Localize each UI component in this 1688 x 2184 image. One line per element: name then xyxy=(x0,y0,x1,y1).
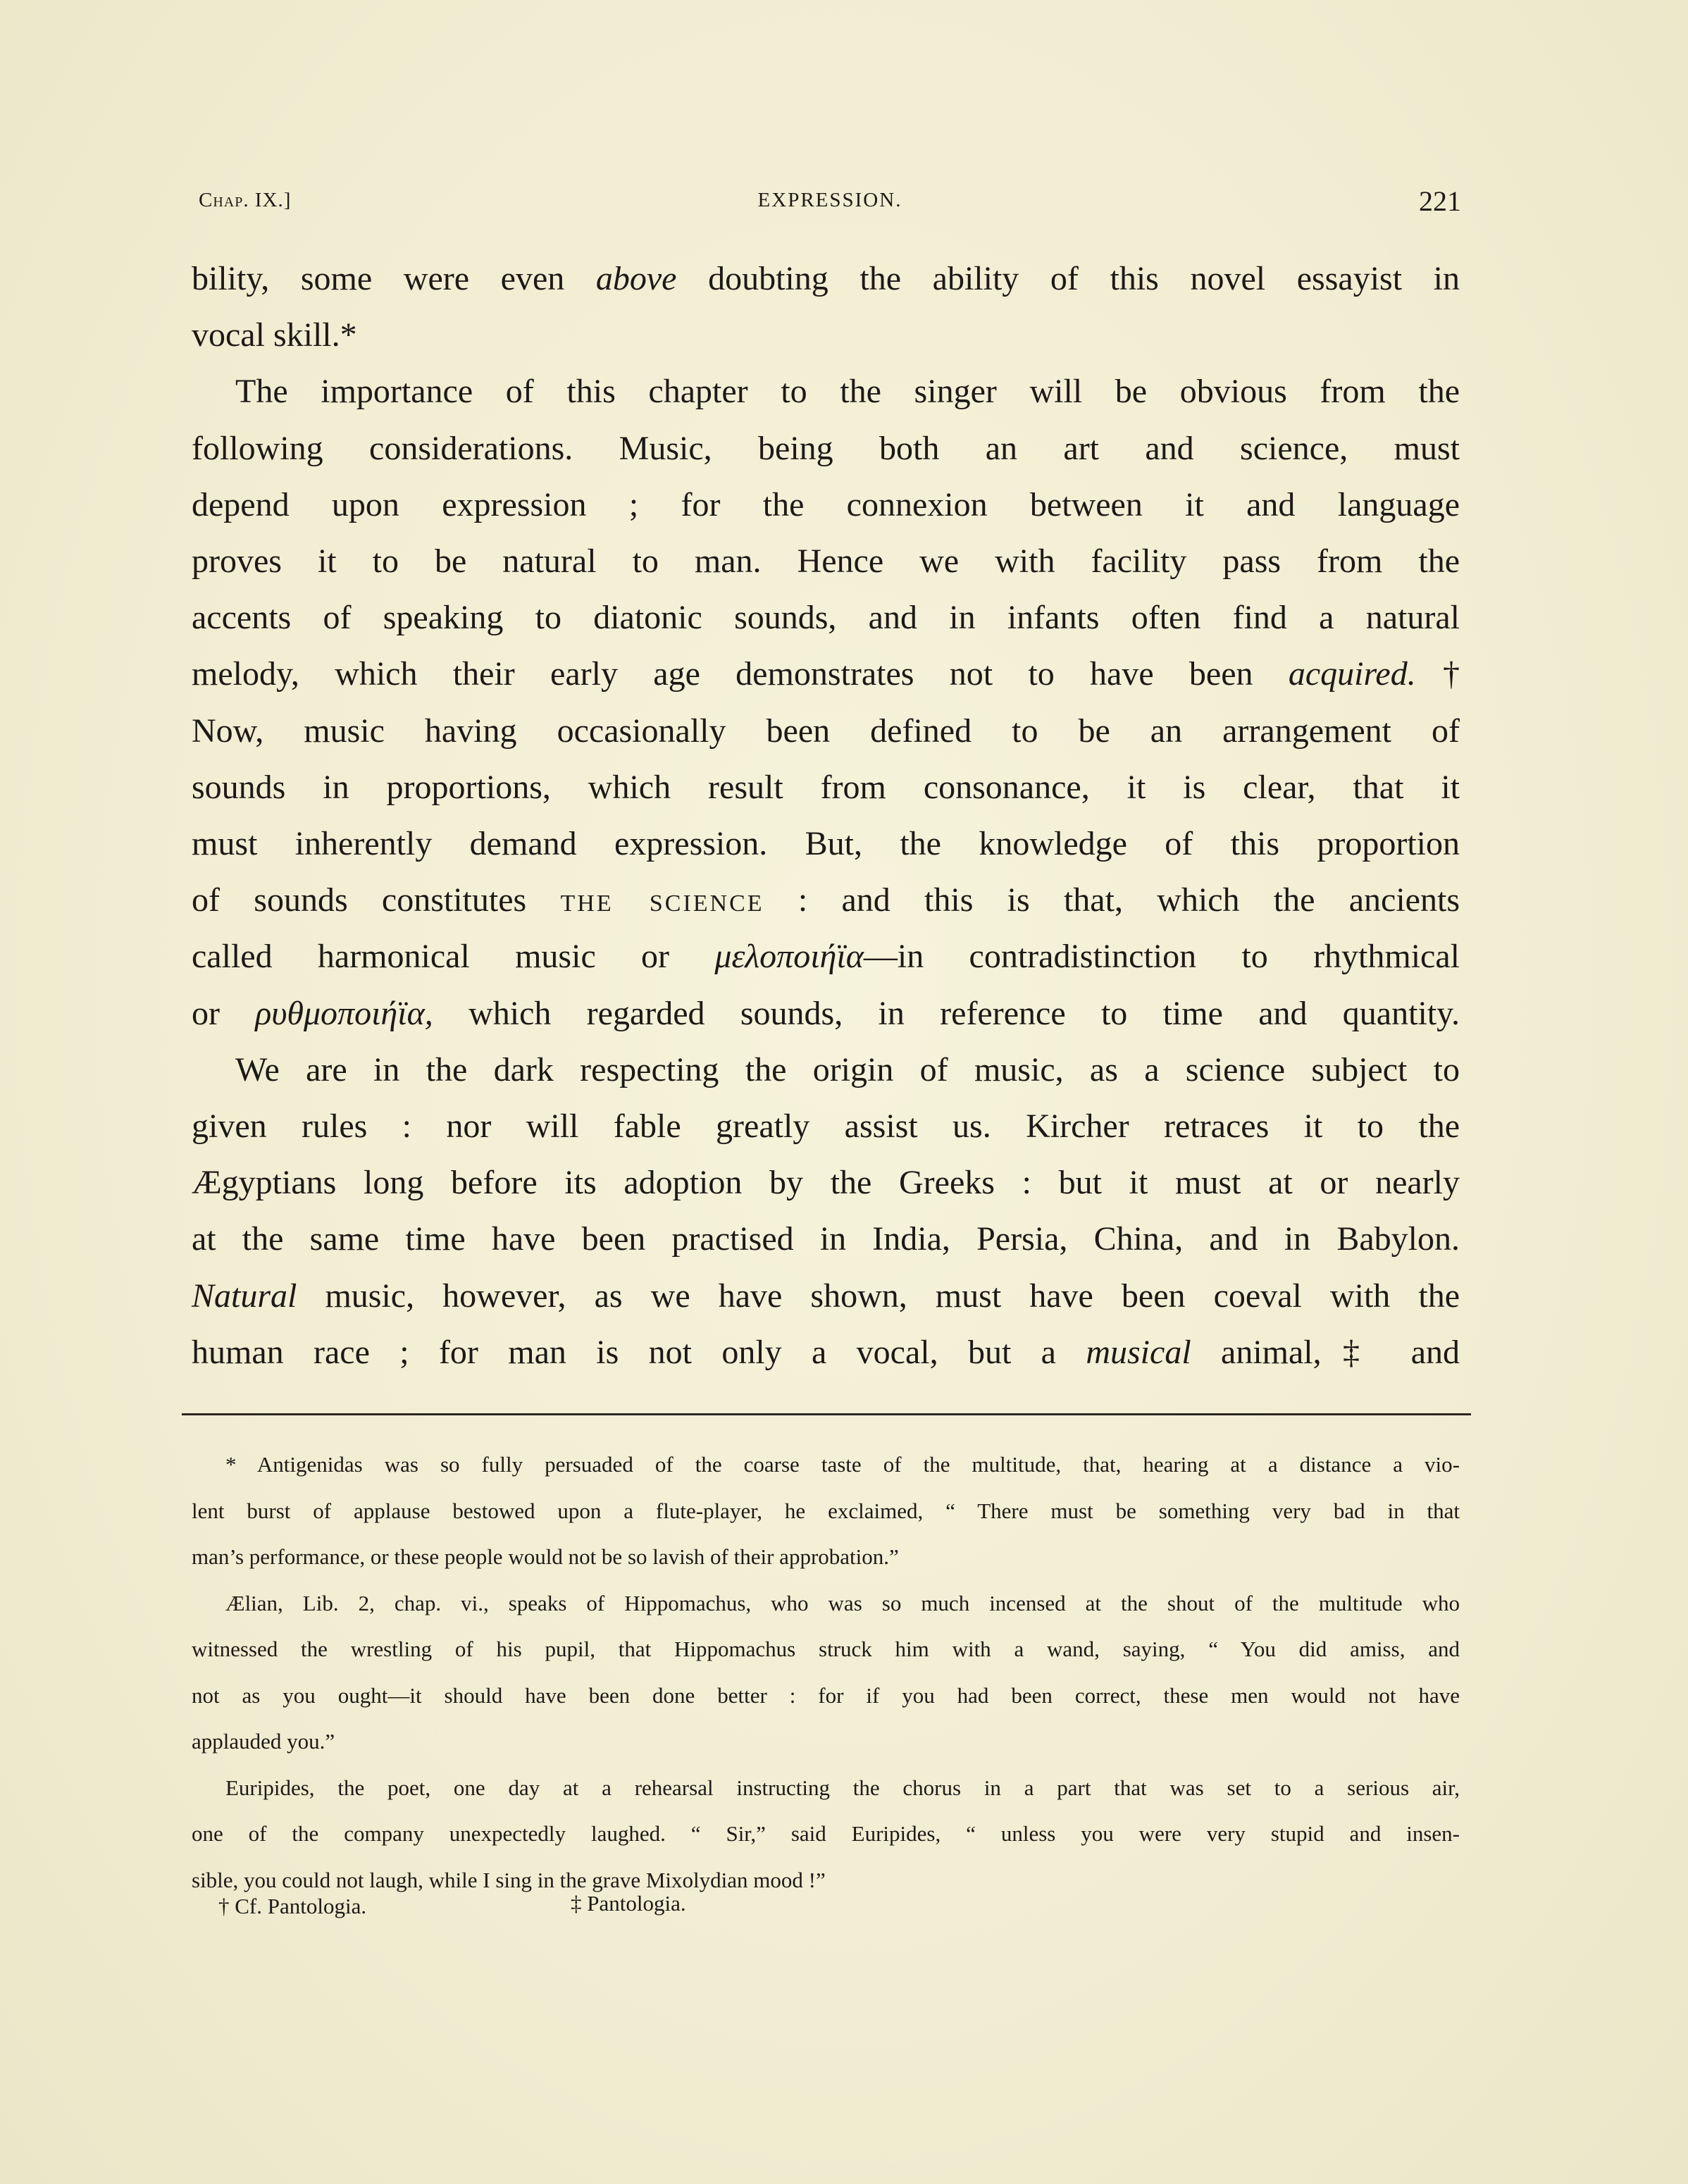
page-title: EXPRESSION. xyxy=(757,189,902,211)
text-line: bility, some were even above doubting the ability of this novel essayist in xyxy=(192,260,1460,297)
footnote-line: applauded you.” xyxy=(192,1729,335,1754)
footnote-line: sible, you could not laugh, while I sing in the grave Mixolydian mood !” xyxy=(192,1867,826,1892)
text-line: The importance of this chapter to the singer will be obvious from the xyxy=(235,373,1460,411)
footnote-line: Euripides, the poet, one day at a rehearsal instructing the chorus in a part that was set to a serious air, xyxy=(225,1775,1460,1800)
chapter-label: Chap. IX.] xyxy=(199,189,292,211)
text-line: human race ; for man is not only a vocal, but a musical animal,‡ and xyxy=(192,1333,1460,1371)
text-line: vocal skill.* xyxy=(192,316,357,354)
text-line: called harmonical music or μελοποιήϊα—in contradistinction to rhythmical xyxy=(192,938,1460,976)
text-line: or ρυθμοποιήϊα, which regarded sounds, in reference to time and quantity. xyxy=(192,994,1460,1032)
footnote-line: lent burst of applause bestowed upon a flute-player, he exclaimed, “ There must be something very bad in that xyxy=(192,1498,1460,1523)
double-dagger-reference: ‡ Pantologia. xyxy=(571,1891,686,1916)
footnote-line: * Antigenidas was so fully persuaded of the coarse taste of the multitude, that, hearing at a distance a vio- xyxy=(225,1452,1460,1477)
text-line: proves it to be natural to man. Hence we with facility pass from the xyxy=(192,542,1460,581)
text-line: Ægyptians long before its adoption by the Greeks : but it must at or nearly xyxy=(192,1164,1460,1202)
main-text xyxy=(192,251,1460,1381)
text-line: given rules : nor will fable greatly assist us. Kircher retraces it to the xyxy=(192,1107,1460,1146)
footnote-line: Ælian, Lib. 2, chap. vi., speaks of Hippomachus, who was so much incensed at the shout of the multitude who xyxy=(225,1590,1460,1615)
text-line: accents of speaking to diatonic sounds, and in infants often find a natural xyxy=(192,599,1460,637)
text-line: Now, music having occasionally been defined to be an arrangement of xyxy=(192,712,1460,750)
running-header xyxy=(199,185,1461,220)
text-line: following considerations. Music, being both an art and science, must xyxy=(192,429,1460,467)
footnote-line: not as you ought—it should have been done better : for if you had been correct, these men would not have xyxy=(192,1682,1460,1708)
footnote-line: witnessed the wrestling of his pupil, that Hippomachus struck him with a wand, saying, “ You did amiss, and xyxy=(192,1637,1460,1661)
text-line: depend upon expression ; for the connexion between it and language xyxy=(192,485,1460,523)
page-number: 221 xyxy=(1419,185,1461,217)
text-line: of sounds constitutes the science : and this is that, which the ancients xyxy=(192,881,1460,919)
footnotes xyxy=(192,1441,1460,1903)
footnote-divider xyxy=(182,1413,1471,1415)
dagger-reference: † Cf. Pantologia. xyxy=(218,1894,367,1918)
text-line: melody, which their early age demonstrates not to have been acquired.† xyxy=(192,655,1460,693)
text-line: Natural music, however, as we have shown, must have been coeval with the xyxy=(192,1277,1460,1315)
text-line: We are in the dark respecting the origin of music, as a science subject to xyxy=(235,1050,1460,1088)
reference-notes xyxy=(218,1891,1205,1936)
text-line: at the same time have been practised in India, Persia, China, and in Babylon. xyxy=(192,1220,1460,1258)
footnote-line: man’s performance, or these people would not be so lavish of their approbation.” xyxy=(192,1544,899,1569)
text-line: sounds in proportions, which result from consonance, it is clear, that it xyxy=(192,768,1460,806)
footnote-line: one of the company unexpectedly laughed. “ Sir,” said Euripides, “ unless you were very stupid and insen- xyxy=(192,1821,1460,1846)
text-line: must inherently demand expression. But, the knowledge of this proportion xyxy=(192,825,1460,863)
